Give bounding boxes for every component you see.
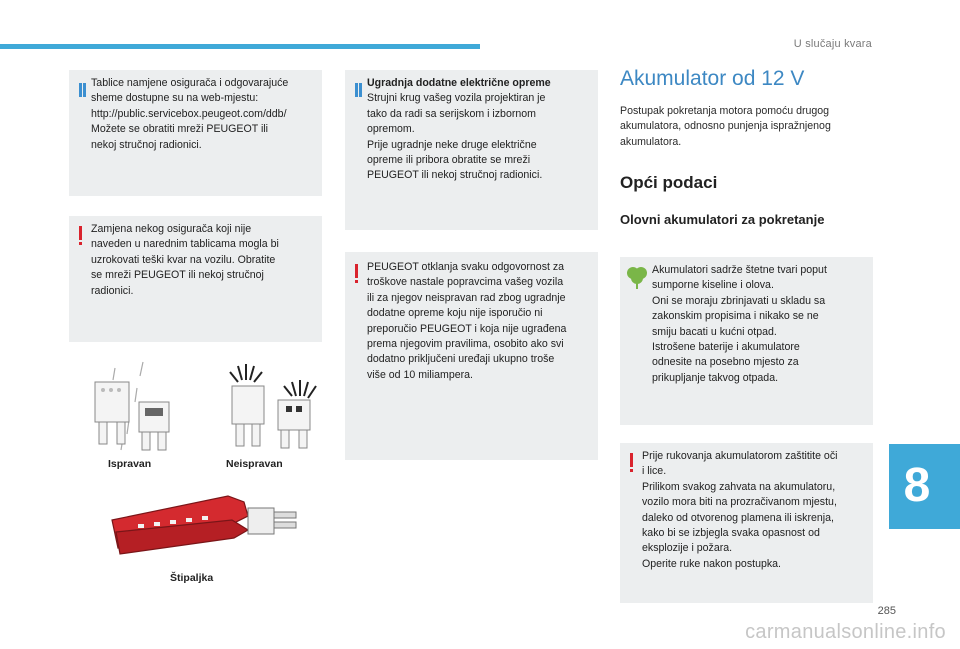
info-icon [83, 83, 86, 97]
text-line: Operite ruke nakon postupka. [642, 557, 781, 570]
fuse-tables-info-box [69, 70, 322, 196]
warning-icon [79, 226, 82, 240]
text-line: Prilikom svakog zahvata na akumulatoru, [642, 480, 836, 493]
link-text[interactable]: http://public.servicebox.peugeot.com/ddb/ [91, 107, 287, 120]
text-line: odnesite na posebno mjesto za [652, 356, 799, 369]
fuse-faulty-illustration [222, 356, 322, 453]
text-line: sumporne kiseline i olova. [652, 279, 774, 292]
info-text [91, 76, 321, 153]
environment-leaf-icon [626, 265, 648, 289]
text-line: tako da radi sa serijskom i izbornom [367, 107, 536, 120]
extra-equipment-info-box [345, 70, 598, 230]
text-line: Akumulatori sadrže štetne tvari poput [652, 264, 827, 276]
text-line: prema njegovim pravilima, osobito ako svi [367, 338, 564, 351]
text-line: dodatne opreme koju nije isporučio ni [367, 307, 543, 320]
text-line: vozilo mora biti na prozračivanom mjestu, [642, 496, 837, 509]
text-line: akumulatora, odnosno punjenja ispražnjenog [620, 120, 831, 133]
text-line: kako bi se izbjegla svaka opasnost od [642, 527, 820, 540]
text-line: se mreži PEUGEOT ili nekoj stručnoj [91, 269, 264, 282]
text-line: eksplozije i požara. [642, 542, 733, 555]
section-heading: Opći podaci [620, 173, 718, 192]
info-icon [359, 83, 362, 97]
warning-text [91, 222, 321, 299]
text-line: troškove nastale popravcima vašeg vozila [367, 276, 564, 289]
text-line: opreme ili pribora obratite se mreži [367, 154, 531, 167]
text-line: PEUGEOT otklanja svaku odgovornost za [367, 261, 565, 273]
text-line: Zamjena nekog osigurača koji nije [91, 223, 252, 235]
text-line: Prije ugradnje neke druge električne [367, 138, 537, 151]
chapter-tab [889, 444, 960, 529]
chapter-number: 8 [903, 459, 931, 512]
liability-warning-box [345, 252, 598, 460]
tweezers-caption: Štipaljka [170, 572, 214, 584]
text-line: opremom. [367, 123, 415, 136]
subsection-heading: Olovni akumulatori za pokretanje [620, 212, 825, 227]
text-line: zakonskim propisima i nikako se ne [652, 310, 819, 323]
text-line: smiju bacati u kućni otpad. [652, 325, 777, 338]
page-number: 285 [877, 605, 896, 617]
text-line: Postupak pokretanja motora pomoću drugog [620, 105, 830, 117]
environment-text [652, 263, 872, 386]
fuse-ok-illustration [85, 358, 185, 453]
text-line: Oni se moraju zbrinjavati u skladu sa [652, 294, 826, 307]
warning-icon [630, 453, 633, 467]
intro-paragraph [620, 104, 870, 150]
fuse-warning-box [69, 216, 322, 342]
text-line: prikupljanje takvog otpada. [652, 371, 779, 384]
text-line: Istrošene baterije i akumulatore [652, 341, 800, 354]
top-accent-bar [0, 44, 480, 49]
fuse-faulty-caption: Neispravan [226, 458, 283, 470]
fuse-ok-caption: Ispravan [108, 458, 152, 470]
text-line: radionici. [91, 284, 134, 297]
text-line: i lice. [642, 465, 667, 478]
text-line: uzrokovati teški kvar na vozilu. Obratite [91, 253, 276, 266]
text-line: Prije rukovanja akumulatorom zaštitite oči [642, 450, 838, 462]
battery-warning-box [620, 443, 873, 603]
text-line: preporučio PEUGEOT i koja nije ugrađena [367, 322, 567, 335]
text-line: više od 10 miliampera. [367, 368, 473, 381]
text-line: ili za njegov neispravan rad zbog ugradnje [367, 291, 566, 304]
page-title: Akumulator od 12 V [620, 67, 805, 90]
fuse-tweezers-illustration [108, 490, 302, 562]
environment-info-box [620, 257, 873, 425]
text-line: akumulatora. [620, 135, 682, 148]
watermark: carmanualsonline.info [745, 621, 946, 643]
info-box-title: Ugradnja dodatne električne opreme [367, 77, 551, 89]
text-line: PEUGEOT ili nekoj stručnoj radionici. [367, 169, 543, 182]
text-line: daleko od otvorenog plamena ili iskrenja, [642, 511, 834, 524]
warning-icon [355, 264, 358, 278]
text-line: Strujni krug vašeg vozila projektiran je [367, 92, 546, 105]
text-line: nekoj stručnoj radionici. [91, 138, 202, 151]
warning-text [367, 260, 597, 383]
text-line: sheme dostupne su na web-mjestu: [91, 92, 259, 105]
text-line: naveden u narednim tablicama mogla bi [91, 238, 279, 251]
warning-text [642, 449, 872, 572]
text-line: dodatno priključeni uređaji ukupno troše [367, 353, 555, 366]
text-line: Možete se obratiti mreži PEUGEOT ili [91, 123, 269, 136]
section-header: U slučaju kvara [793, 38, 872, 50]
text-line: Tablice namjene osigurača i odgovarajuće [91, 77, 289, 89]
info-text [367, 76, 597, 184]
